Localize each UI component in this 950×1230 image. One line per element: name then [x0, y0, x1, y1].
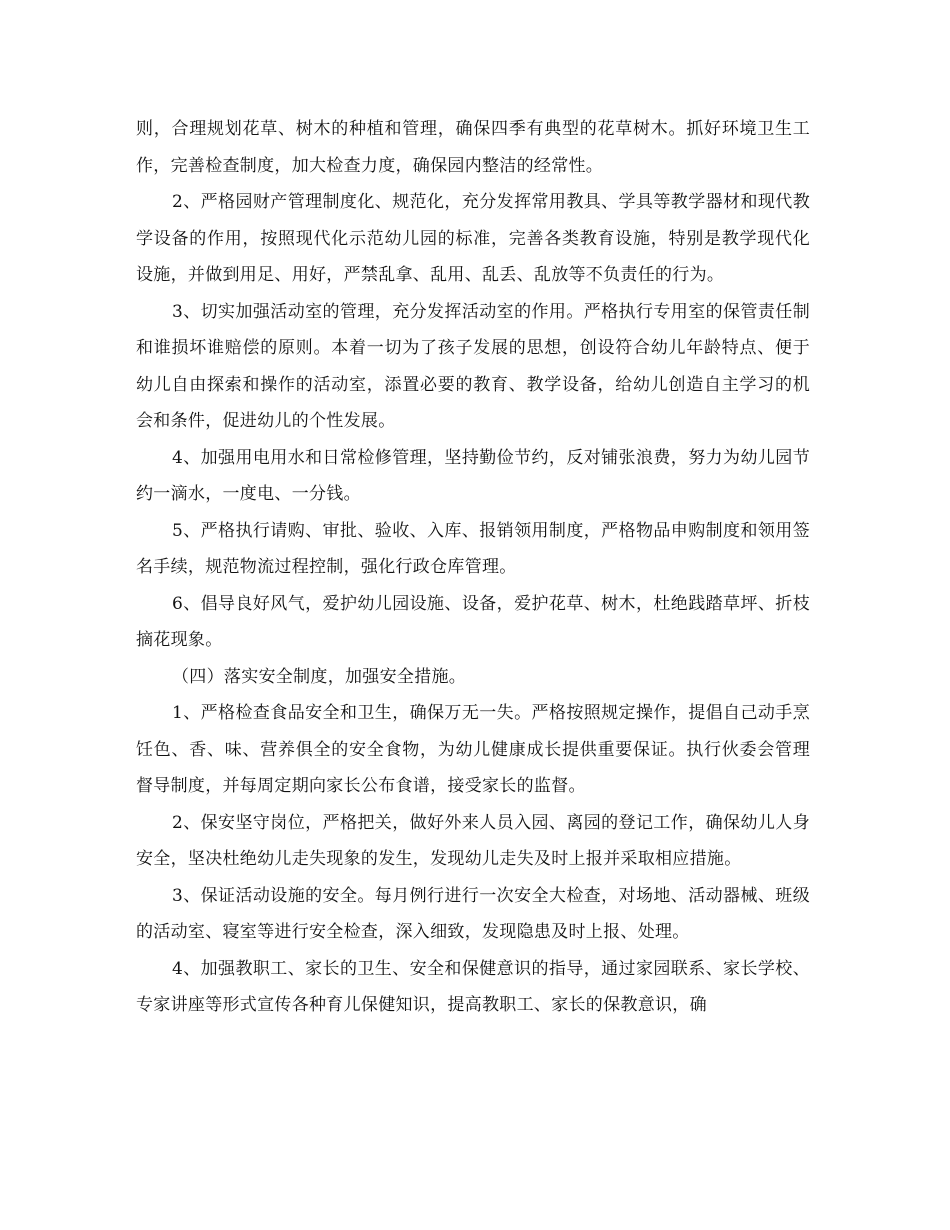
paragraph-continuation: 则，合理规划花草、树木的种植和管理，确保四季有典型的花草树木。抓好环境卫生工作，完善检查制度，加大检查力度，确保园内整洁的经常性。 — [136, 119, 810, 176]
paragraph-safety-1-food: 1、严格检查食品安全和卫生，确保万无一失。严格按照规定操作，提倡自己动手烹饪色、香、味、营养俱全的安全食物，为幼儿健康成长提供重要保证。执行伙委会管理督导制度，并每周定期向家长公布食谱，接受家长的监督。 — [136, 703, 810, 796]
document-body — [136, 111, 810, 1024]
paragraph-item-6-good-conduct: 6、倡导良好风气，爱护幼儿园设施、设备，爱护花草、树木，杜绝践踏草坪、折枝摘花现象。 — [136, 593, 810, 650]
paragraph-item-4-utilities: 4、加强用电用水和日常检修管理，坚持勤俭节约，反对铺张浪费，努力为幼儿园节约一滴水，一度电、一分钱。 — [136, 447, 810, 504]
section-heading-safety: （四）落实安全制度，加强安全措施。 — [172, 666, 467, 687]
paragraph-safety-3-facilities: 3、保证活动设施的安全。每月例行进行一次安全大检查，对场地、活动器械、班级的活动室、寝室等进行安全检查，深入细致，发现隐患及时上报、处理。 — [136, 885, 810, 942]
paragraph-safety-2-security: 2、保安坚守岗位，严格把关，做好外来人员入园、离园的登记工作，确保幼儿人身安全，坚决杜绝幼儿走失现象的发生，发现幼儿走失及时上报并采取相应措施。 — [136, 812, 810, 869]
paragraph-safety-4-awareness: 4、加强教职工、家长的卫生、安全和保健意识的指导，通过家园联系、家长学校、专家讲座等形式宣传各种育儿保健知识，提高教职工、家长的保教意识，确 — [136, 958, 810, 1015]
paragraph-item-3-activity-room: 3、切实加强活动室的管理，充分发挥活动室的作用。严格执行专用室的保管责任制和谁损坏谁赔偿的原则。本着一切为了孩子发展的思想，创设符合幼儿年龄特点、便于幼儿自由探索和操作的活动室，添置必要的教育、教学设备，给幼儿创造自主学习的机会和条件，促进幼儿的个性发展。 — [136, 301, 810, 431]
paragraph-item-2-property-management: 2、严格园财产管理制度化、规范化，充分发挥常用教具、学具等教学器材和现代教学设备的作用，按照现代化示范幼儿园的标准，完善各类教育设施，特别是教学现代化设施，并做到用足、用好，严禁乱拿、乱用、乱丢、乱放等不负责任的行为。 — [136, 192, 810, 285]
paragraph-item-5-procurement: 5、严格执行请购、审批、验收、入库、报销领用制度，严格物品申购制度和领用签名手续，规范物流过程控制，强化行政仓库管理。 — [136, 520, 810, 577]
